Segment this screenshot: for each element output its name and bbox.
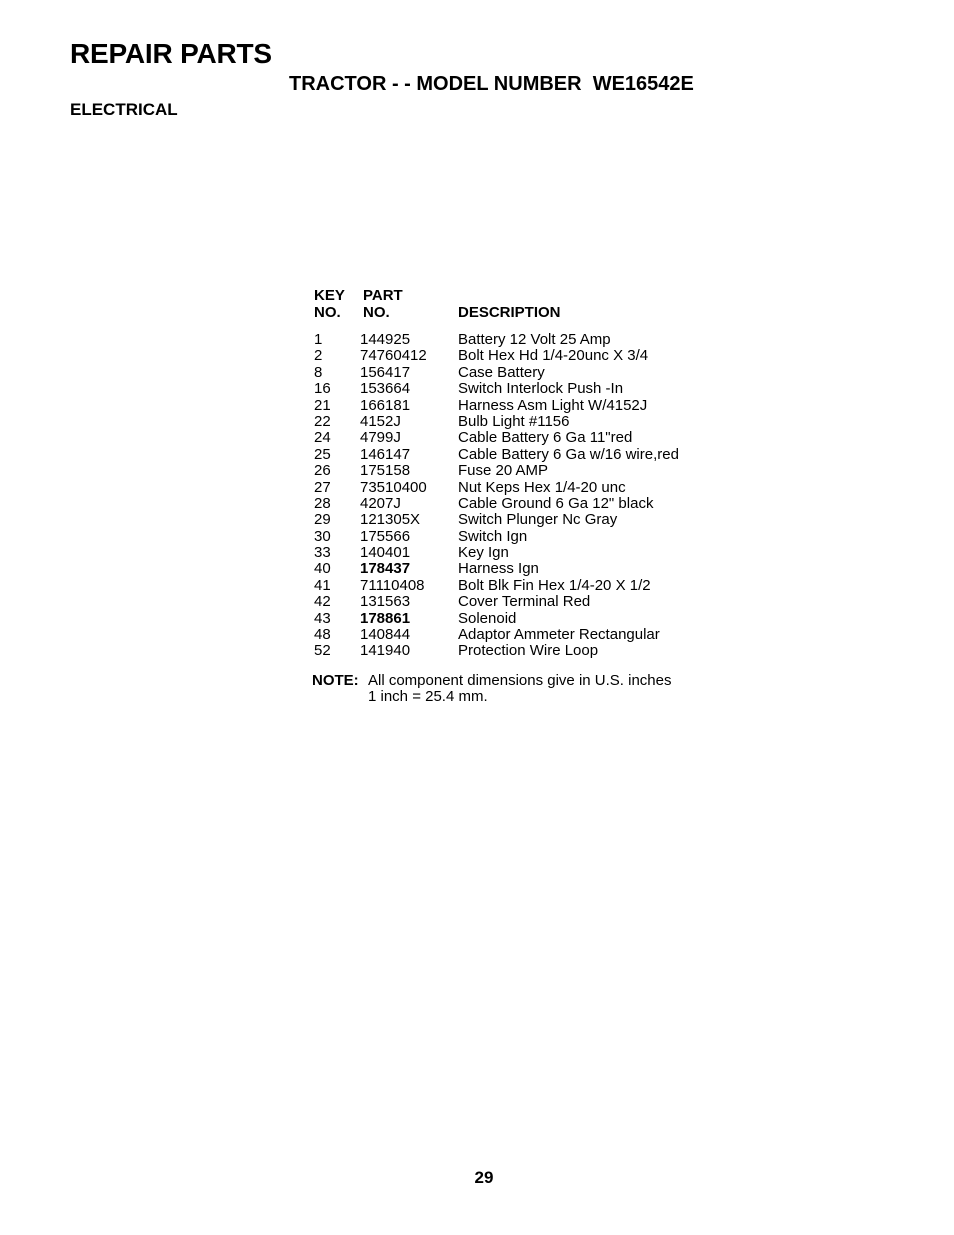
description-cell: Switch Interlock Push -In <box>458 380 624 398</box>
part-no-cell: 73510400 <box>360 478 427 496</box>
part-no-cell: 153664 <box>360 380 411 398</box>
description-cell: Protection Wire Loop <box>458 642 599 660</box>
key-no-cell: 43 <box>314 609 331 627</box>
description-cell: Bolt Hex Hd 1/4-20unc X 3/4 <box>458 347 649 365</box>
description-cell: Harness Asm Light W/4152J <box>458 396 648 414</box>
part-no-cell: 4152J <box>360 412 401 430</box>
note-label: NOTE: <box>312 672 359 689</box>
model-subtitle: TRACTOR - - MODEL NUMBER WE16542E <box>289 73 694 95</box>
part-no-cell: 144925 <box>360 331 411 348</box>
part-no-cell: 166181 <box>360 396 411 414</box>
part-no-cell: 4799J <box>360 429 401 447</box>
key-no-cell: 52 <box>314 642 331 660</box>
key-no-cell: 41 <box>314 576 331 594</box>
page-title: REPAIR PARTS <box>70 38 272 69</box>
header-key-line2: NO. <box>314 304 341 321</box>
key-no-cell: 28 <box>314 494 331 512</box>
key-no-cell: 16 <box>314 380 331 398</box>
part-no-cell: 178437 <box>360 560 411 578</box>
key-no-cell: 40 <box>314 560 331 578</box>
part-no-cell: 178861 <box>360 609 411 627</box>
description-cell: Battery 12 Volt 25 Amp <box>458 331 611 348</box>
description-cell: Harness Ign <box>458 560 539 578</box>
description-cell: Switch Plunger Nc Gray <box>458 511 618 529</box>
description-cell: Cable Battery 6 Ga 11"red <box>458 429 633 447</box>
part-no-cell: 4207J <box>360 494 401 512</box>
key-no-cell: 30 <box>314 527 331 545</box>
part-no-cell: 71110408 <box>360 576 425 594</box>
key-no-cell: 21 <box>314 396 331 414</box>
key-no-cell: 42 <box>314 593 331 611</box>
section-heading: ELECTRICAL <box>70 100 178 119</box>
header-key-line1: KEY <box>314 287 345 304</box>
part-no-cell: 141940 <box>360 642 411 660</box>
part-no-cell: 121305X <box>360 511 421 529</box>
description-cell: Nut Keps Hex 1/4-20 unc <box>458 478 626 496</box>
header-part-line1: PART <box>363 287 403 304</box>
page-number: 29 <box>474 1168 494 1187</box>
header-description: DESCRIPTION <box>458 304 561 321</box>
key-no-cell: 22 <box>314 412 331 430</box>
key-no-cell: 24 <box>314 429 331 447</box>
note-line-2: 1 inch = 25.4 mm. <box>368 688 488 705</box>
part-no-cell: 140844 <box>360 626 411 644</box>
key-no-cell: 26 <box>314 462 331 480</box>
description-cell: Bolt Blk Fin Hex 1/4-20 X 1/2 <box>458 576 651 594</box>
part-no-cell: 74760412 <box>360 347 427 365</box>
description-cell: Cable Ground 6 Ga 12" black <box>458 494 654 512</box>
key-no-cell: 27 <box>314 478 331 496</box>
description-cell: Cover Terminal Red <box>458 593 591 611</box>
part-no-cell: 131563 <box>360 593 411 611</box>
description-cell: Fuse 20 AMP <box>458 462 549 480</box>
description-cell: Adaptor Ammeter Rectangular <box>458 626 660 644</box>
key-no-cell: 2 <box>314 347 323 365</box>
part-no-cell: 175566 <box>360 527 411 545</box>
part-no-cell: 146147 <box>360 445 411 463</box>
key-no-cell: 33 <box>314 544 331 562</box>
description-cell: Key Ign <box>458 544 509 562</box>
note-line-1: All component dimensions give in U.S. inches <box>368 672 672 689</box>
key-no-cell: 8 <box>314 363 323 381</box>
description-cell: Cable Battery 6 Ga w/16 wire,red <box>458 445 679 463</box>
description-cell: Solenoid <box>458 609 517 627</box>
part-no-cell: 156417 <box>360 363 411 381</box>
description-cell: Bulb Light #1156 <box>458 412 570 430</box>
part-no-cell: 175158 <box>360 462 411 480</box>
key-no-cell: 29 <box>314 511 331 529</box>
part-no-cell: 140401 <box>360 544 411 562</box>
key-no-cell: 1 <box>314 331 323 348</box>
description-cell: Switch Ign <box>458 527 528 545</box>
key-no-cell: 25 <box>314 445 331 463</box>
header-part-line2: NO. <box>363 304 390 321</box>
key-no-cell: 48 <box>314 626 331 644</box>
description-cell: Case Battery <box>458 363 545 381</box>
